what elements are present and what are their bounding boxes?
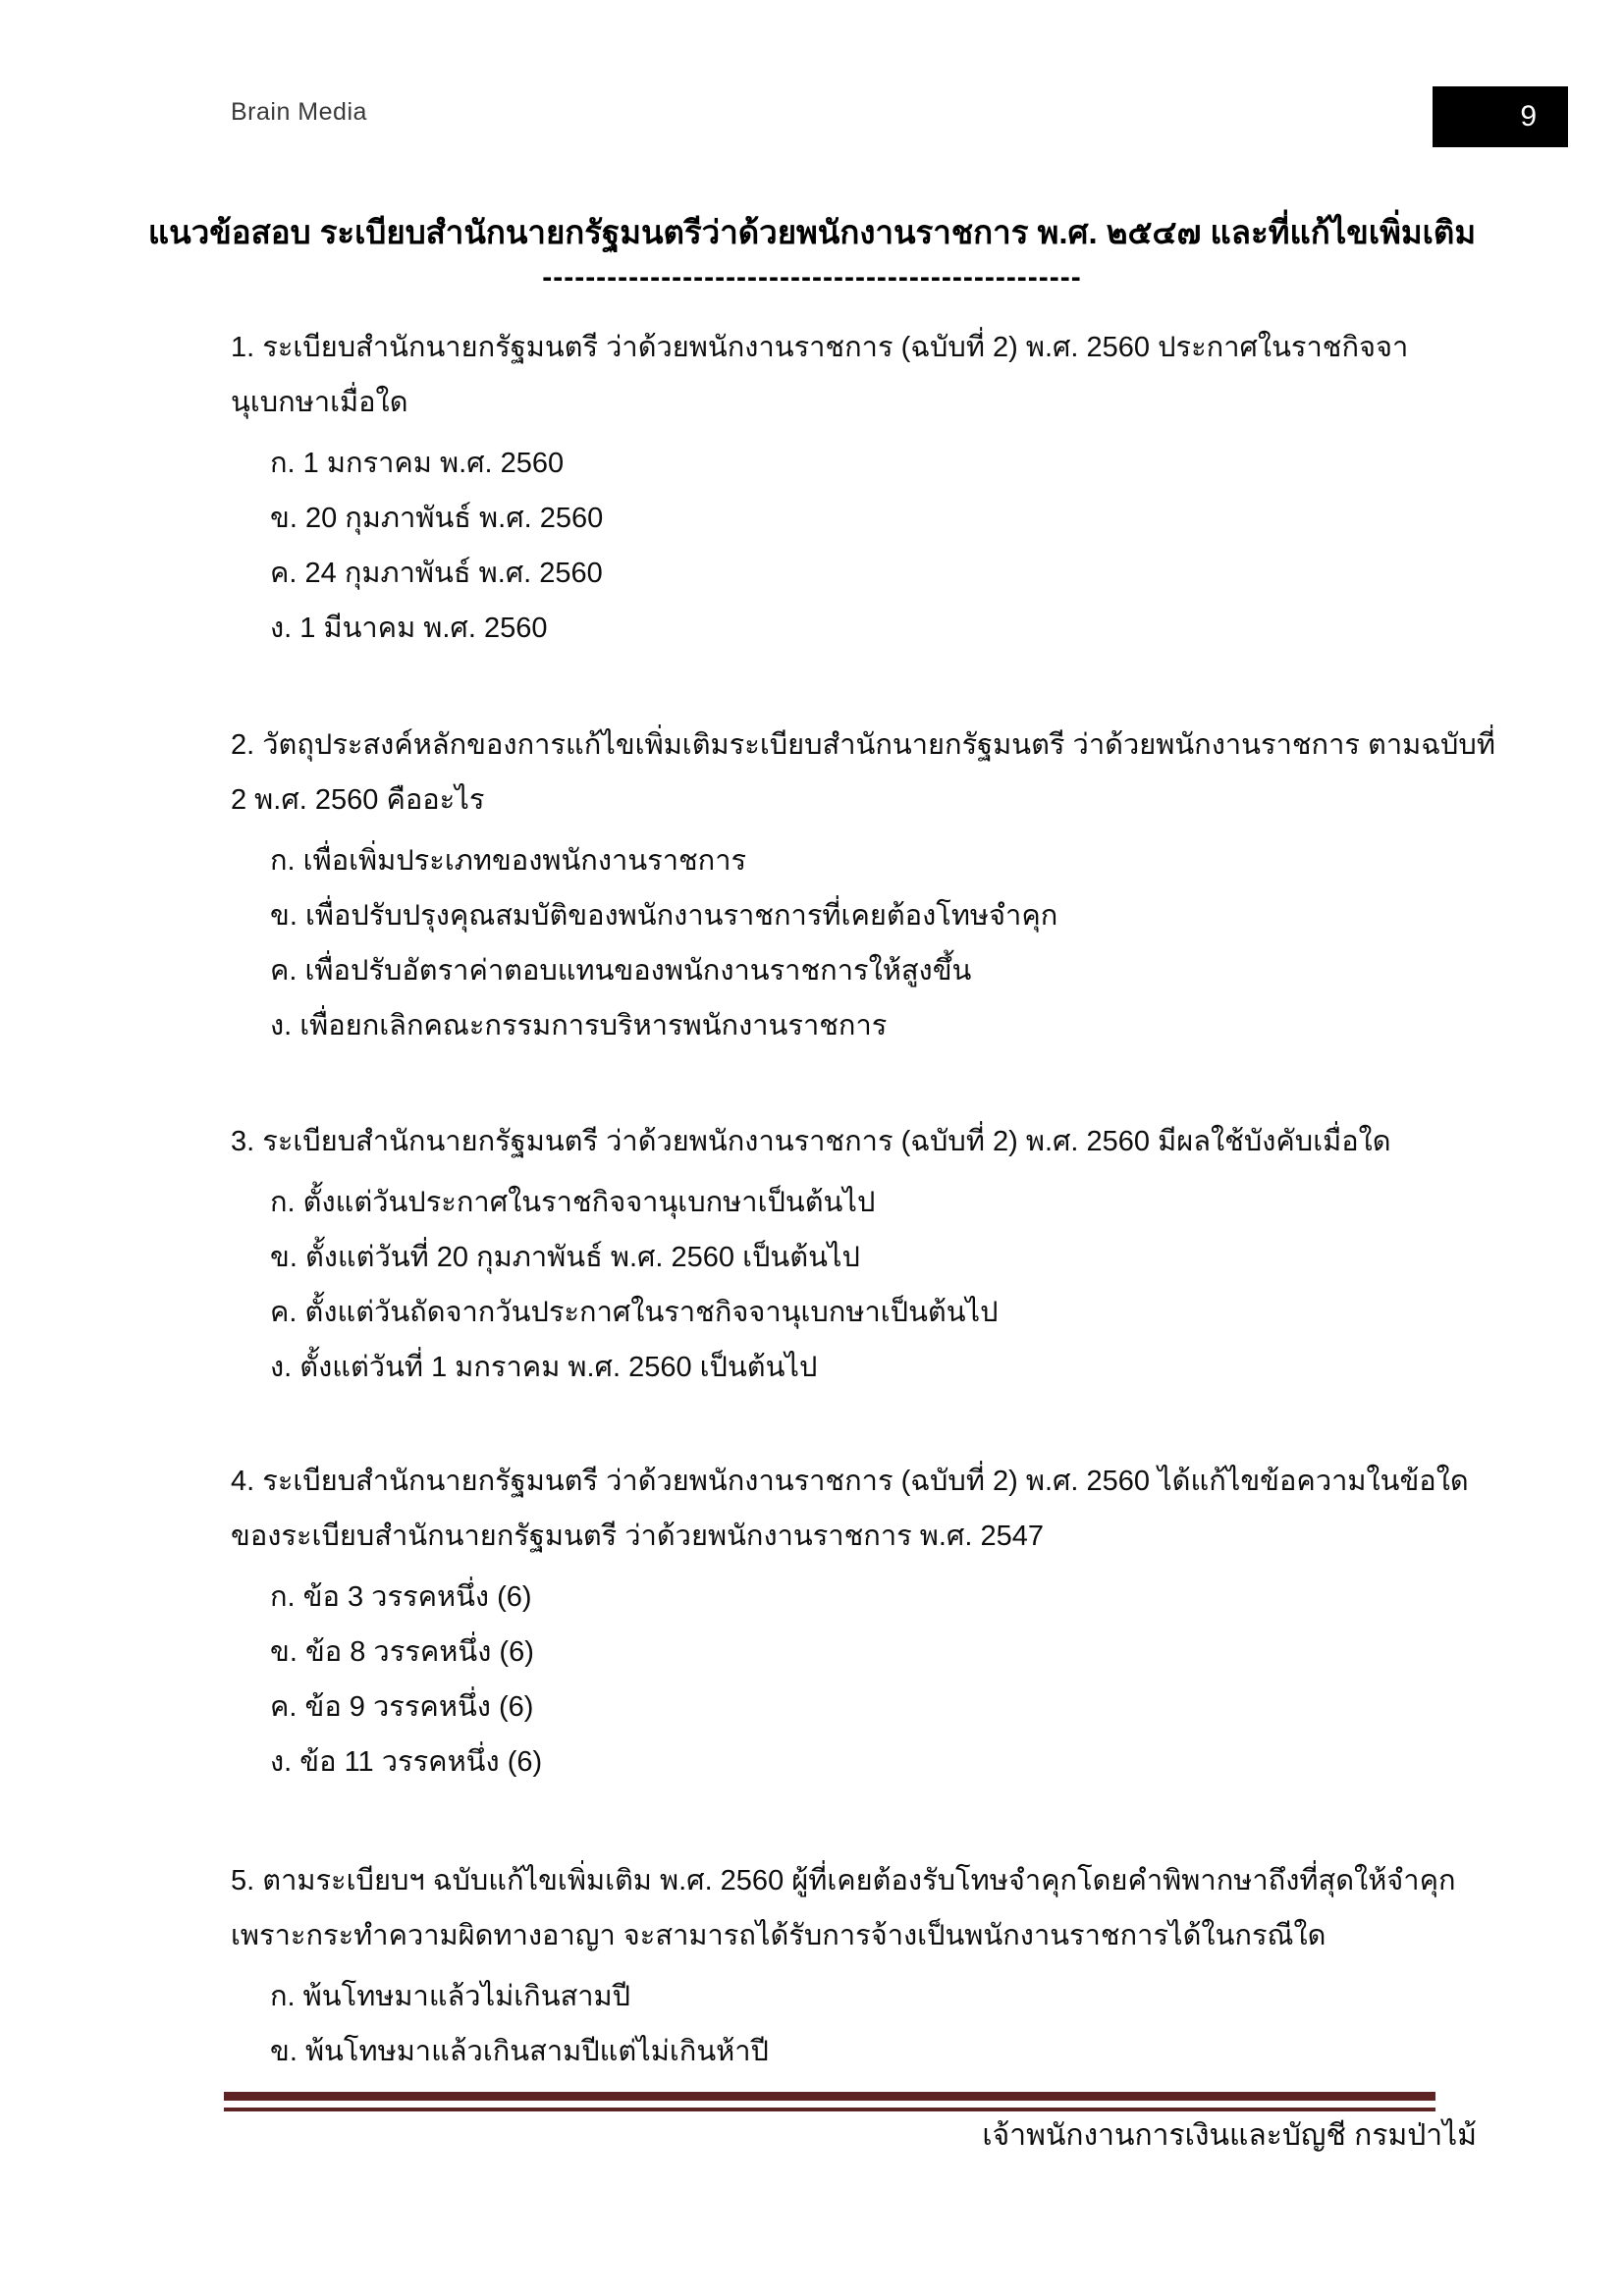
answer-option: ค. ข้อ 9 วรรคหนึ่ง (6)	[270, 1691, 534, 1723]
answer-option: ก. เพื่อเพิ่มประเภทของพนักงานราชการ	[270, 845, 747, 877]
question-text-line: เพราะกระทำความผิดทางอาญา จะสามารถได้รับการจ้างเป็นพนักงานราชการได้ในกรณีใด	[231, 1920, 1326, 1951]
question-text-line: 2 พ.ศ. 2560 คืออะไร	[231, 784, 485, 816]
answer-option: ก. ข้อ 3 วรรคหนึ่ง (6)	[270, 1581, 532, 1613]
answer-option: ก. พ้นโทษมาแล้วไม่เกินสามปี	[270, 1981, 631, 2012]
question-text-line: 3. ระเบียบสำนักนายกรัฐมนตรี ว่าด้วยพนักงานราชการ (ฉบับที่ 2) พ.ศ. 2560 มีผลใช้บังคับเมื่อใด	[231, 1126, 1391, 1157]
question-1	[231, 320, 1408, 656]
answer-option: ค. ตั้งแต่วันถัดจากวันประกาศในราชกิจจานุเบกษาเป็นต้นไป	[270, 1297, 999, 1328]
answer-option: ข. พ้นโทษมาแล้วเกินสามปีแต่ไม่เกินห้าปี	[270, 2036, 769, 2067]
question-text-line: 2. วัตถุประสงค์หลักของการแก้ไขเพิ่มเติมระเบียบสำนักนายกรัฐมนตรี ว่าด้วยพนักงานราชการ ตามฉบับที่	[231, 729, 1495, 761]
answer-option: ข. เพื่อปรับปรุงคุณสมบัติของพนักงานราชการที่เคยต้องโทษจำคุก	[270, 900, 1058, 932]
page-title: แนวข้อสอบ ระเบียบสำนักนายกรัฐมนตรีว่าด้วยพนักงานราชการ พ.ศ. ๒๕๔๗ และที่แก้ไขเพิ่มเติม	[147, 214, 1477, 250]
question-text-line: 4. ระเบียบสำนักนายกรัฐมนตรี ว่าด้วยพนักงานราชการ (ฉบับที่ 2) พ.ศ. 2560 ได้แก้ไขข้อความในข้อใด	[231, 1466, 1469, 1497]
question-text-line: 1. ระเบียบสำนักนายกรัฐมนตรี ว่าด้วยพนักงานราชการ (ฉบับที่ 2) พ.ศ. 2560 ประกาศในราชกิจจา	[231, 332, 1409, 363]
options-list	[231, 436, 1408, 656]
question-2	[231, 718, 1495, 1053]
answer-option: ก. ตั้งแต่วันประกาศในราชกิจจานุเบกษาเป็นต้นไป	[270, 1187, 876, 1218]
question-5	[231, 1853, 1456, 2079]
dashed-separator: --------------------------------------------------	[542, 261, 1082, 294]
answer-option: ข. 20 กุมภาพันธ์ พ.ศ. 2560	[270, 503, 604, 534]
options-list	[231, 1570, 1469, 1789]
question-3	[231, 1114, 1391, 1395]
answer-option: ค. 24 กุมภาพันธ์ พ.ศ. 2560	[270, 558, 603, 589]
answer-option: ค. เพื่อปรับอัตราค่าตอบแทนของพนักงานราชการให้สูงขึ้น	[270, 955, 972, 987]
question-text-line: นุเบกษาเมื่อใด	[231, 387, 408, 418]
footer-divider	[224, 2092, 1435, 2111]
brand-label: Brain Media	[231, 98, 367, 126]
answer-option: ก. 1 มกราคม พ.ศ. 2560	[270, 448, 565, 479]
footer-credit: เจ้าพนักงานการเงินและบัญชี กรมป่าไม้	[982, 2119, 1477, 2152]
options-list	[231, 1175, 1391, 1395]
answer-option: ง. ตั้งแต่วันที่ 1 มกราคม พ.ศ. 2560 เป็นต้นไป	[270, 1352, 818, 1383]
answer-option: ง. 1 มีนาคม พ.ศ. 2560	[270, 613, 548, 644]
answer-option: ง. ข้อ 11 วรรคหนึ่ง (6)	[270, 1746, 543, 1778]
answer-option: ข. ตั้งแต่วันที่ 20 กุมภาพันธ์ พ.ศ. 2560 เป็นต้นไป	[270, 1242, 860, 1273]
answer-option: ง. เพื่อยกเลิกคณะกรรมการบริหารพนักงานราชการ	[270, 1010, 888, 1041]
options-list	[231, 833, 1495, 1053]
page-number-badge	[1433, 86, 1568, 147]
page-number: 9	[1520, 100, 1537, 133]
question-text-line: 5. ตามระเบียบฯ ฉบับแก้ไขเพิ่มเติม พ.ศ. 2560 ผู้ที่เคยต้องรับโทษจำคุกโดยคำพิพากษาถึงที่สุดให้จำคุก	[231, 1865, 1456, 1896]
options-list	[231, 1969, 1456, 2079]
question-4	[231, 1454, 1469, 1789]
question-text-line: ของระเบียบสำนักนายกรัฐมนตรี ว่าด้วยพนักงานราชการ พ.ศ. 2547	[231, 1521, 1044, 1552]
answer-option: ข. ข้อ 8 วรรคหนึ่ง (6)	[270, 1636, 534, 1668]
